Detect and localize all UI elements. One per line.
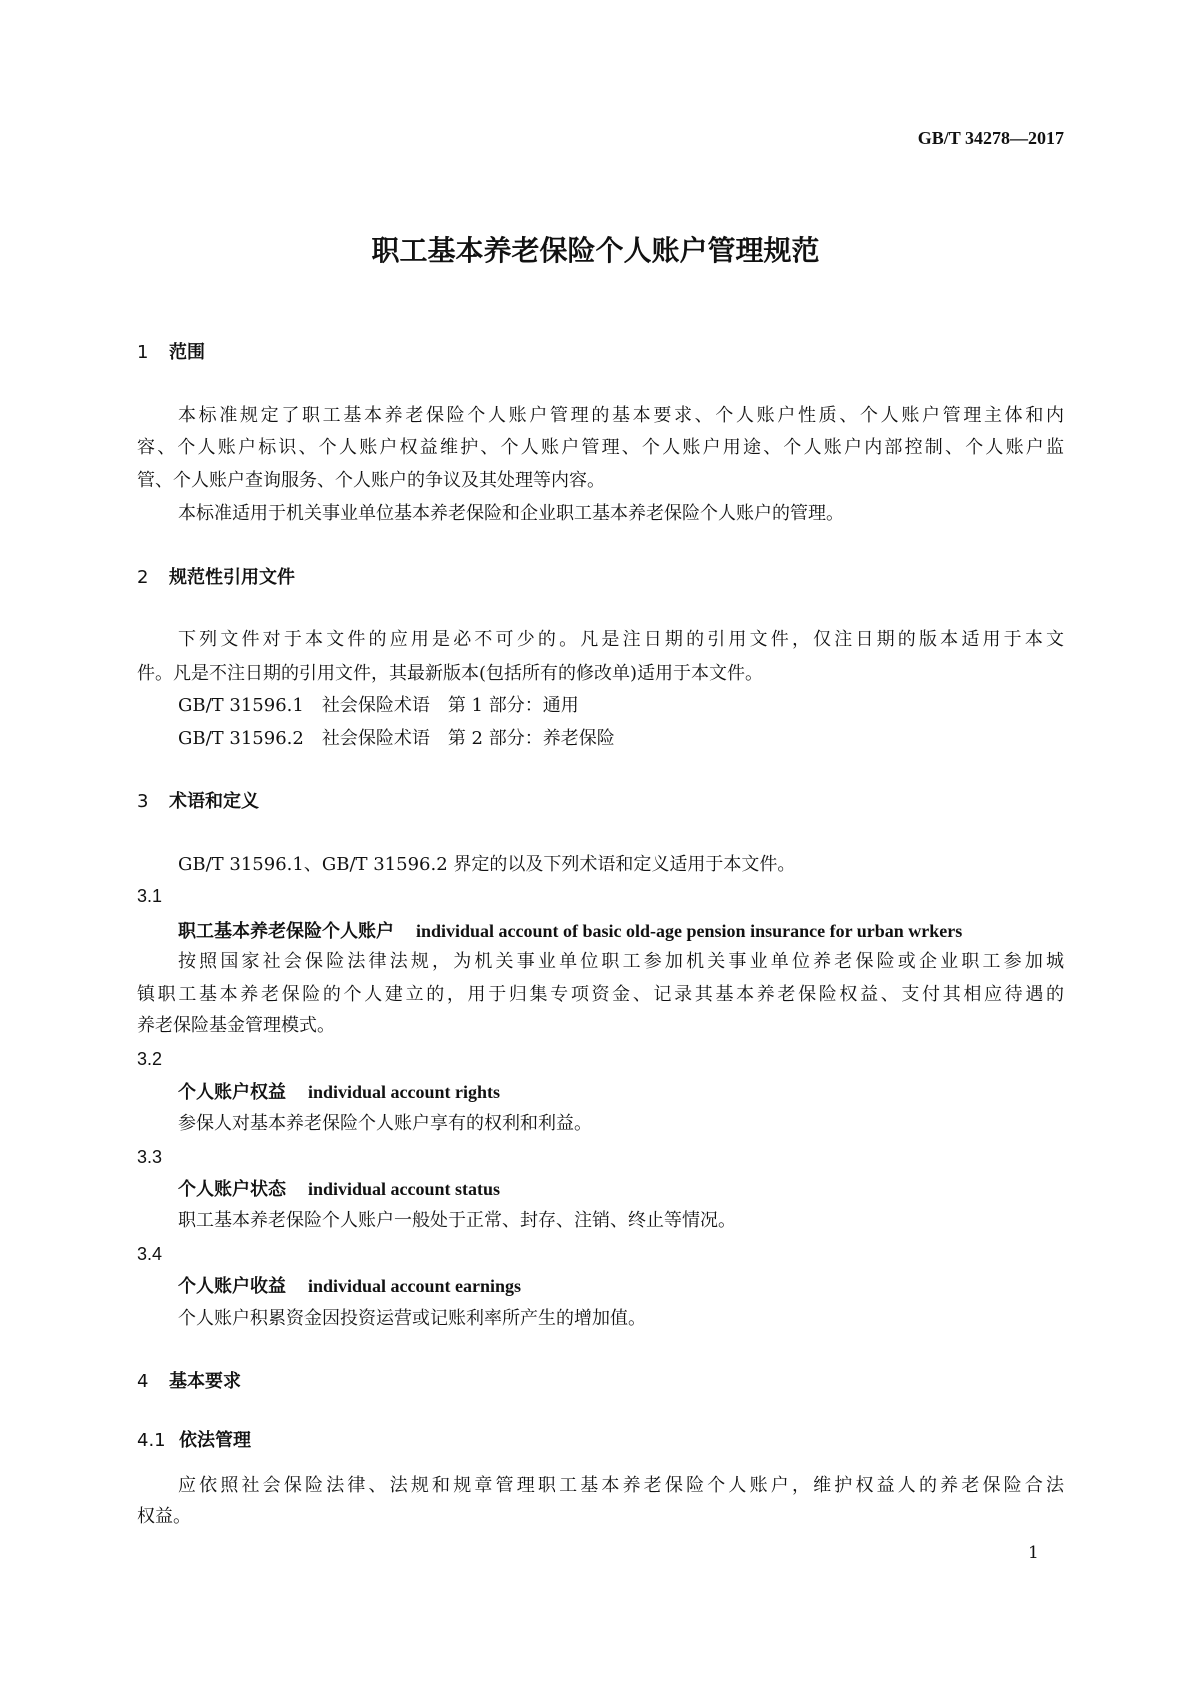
section-number: 1 <box>137 342 149 363</box>
section-title: 基本要求 <box>169 1371 241 1392</box>
term-zh: 职工基本养老保险个人账户 <box>178 921 394 942</box>
definition-line: 参保人对基本养老保险个人账户享有的权利和利益。 <box>178 1113 592 1134</box>
term-heading <box>178 1274 521 1299</box>
term-en: individual account rights <box>308 1082 501 1102</box>
definition-line: 镇职工基本养老保险的个人建立的，用于归集专项资金、记录其基本养老保险权益、支付其相应待遇的 <box>137 984 1064 1005</box>
term-en: individual account status <box>308 1179 501 1199</box>
term-heading <box>178 1080 500 1105</box>
term-en: individual account of basic old-age pension insurance for urban wrkers <box>416 921 963 941</box>
section-heading-1 <box>137 341 205 365</box>
paragraph-line: 本标准规定了职工基本养老保险个人账户管理的基本要求、个人账户性质、个人账户管理主体和内 <box>178 405 1064 426</box>
paragraph-line: 件。凡是不注日期的引用文件，其最新版本(包括所有的修改单)适用于本文件。 <box>137 663 764 684</box>
definition-line: 职工基本养老保险个人账户一般处于正常、封存、注销、终止等情况。 <box>178 1210 736 1231</box>
section-heading-2 <box>137 566 295 590</box>
term-en: individual account earnings <box>308 1276 522 1296</box>
term-heading <box>178 1177 500 1202</box>
section-title: 依法管理 <box>179 1430 251 1451</box>
reference-item: GB/T 31596.1 社会保险术语 第 1 部分：通用 <box>178 695 579 716</box>
section-number: 3 <box>137 791 149 812</box>
term-zh: 个人账户权益 <box>178 1082 286 1103</box>
page-number: 1 <box>1028 1543 1039 1563</box>
term-number: 3.2 <box>137 1049 163 1069</box>
definition-line: 个人账户积累资金因投资运营或记账利率所产生的增加值。 <box>178 1308 646 1329</box>
page-title: 职工基本养老保险个人账户管理规范 <box>371 234 820 267</box>
subsection-heading-4-1 <box>137 1429 251 1453</box>
definition-line: 养老保险基金管理模式。 <box>137 1015 335 1036</box>
term-number: 3.1 <box>137 886 163 906</box>
term-number: 3.4 <box>137 1244 163 1264</box>
section-title: 规范性引用文件 <box>169 567 295 588</box>
paragraph-line: 管、个人账户查询服务、个人账户的争议及其处理等内容。 <box>137 470 605 491</box>
paragraph-line: 本标准适用于机关事业单位基本养老保险和企业职工基本养老保险个人账户的管理。 <box>178 503 844 524</box>
reference-item: GB/T 31596.2 社会保险术语 第 2 部分：养老保险 <box>178 728 615 749</box>
paragraph-line: GB/T 31596.1、GB/T 31596.2 界定的以及下列术语和定义适用于本文件。 <box>178 854 796 875</box>
section-number: 4.1 <box>137 1430 166 1451</box>
section-heading-4 <box>137 1370 241 1394</box>
paragraph-line: 容、个人账户标识、个人账户权益维护、个人账户管理、个人账户用途、个人账户内部控制、个人账户监 <box>137 437 1064 458</box>
term-number: 3.3 <box>137 1147 163 1167</box>
term-zh: 个人账户收益 <box>178 1276 286 1297</box>
paragraph-line: 下列文件对于本文件的应用是必不可少的。凡是注日期的引用文件，仅注日期的版本适用于本文 <box>178 629 1064 650</box>
term-heading <box>178 919 962 944</box>
section-heading-3 <box>137 790 259 814</box>
definition-line: 按照国家社会保险法律法规，为机关事业单位职工参加机关事业单位养老保险或企业职工参加城 <box>178 951 1064 972</box>
section-title: 范围 <box>169 342 205 363</box>
term-zh: 个人账户状态 <box>178 1179 286 1200</box>
paragraph-line: 权益。 <box>137 1506 191 1527</box>
paragraph-line: 应依照社会保险法律、法规和规章管理职工基本养老保险个人账户，维护权益人的养老保险合法 <box>178 1475 1064 1496</box>
section-title: 术语和定义 <box>169 791 259 812</box>
document-number: GB/T 34278—2017 <box>917 128 1064 148</box>
section-number: 2 <box>137 567 149 588</box>
section-number: 4 <box>137 1371 149 1392</box>
